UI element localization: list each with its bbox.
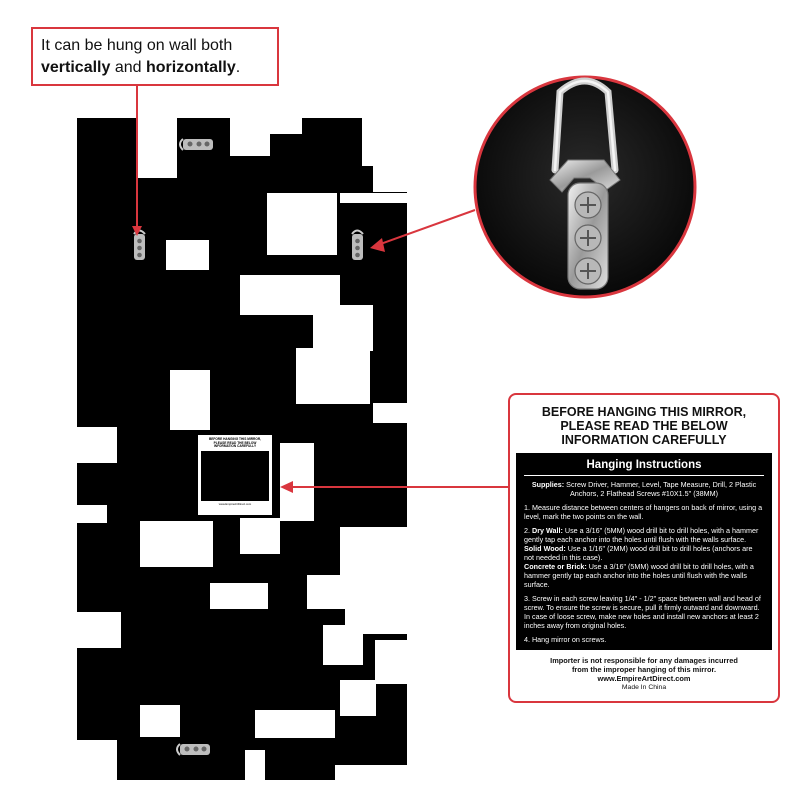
hanger-bottom-horizontal bbox=[177, 744, 210, 755]
step-3: 3. Screw in each screw leaving 1/4" - 1/2" space between wall and head of screw. To ensure the screw is secure, pull it firmly outward and downward. In case of loose screw, make new holes and install new anchors at least 2 inches away from original holes. bbox=[524, 594, 761, 630]
step-2 bbox=[524, 526, 764, 589]
card-title bbox=[510, 395, 778, 453]
footer-website: www.EmpireArtDirect.com bbox=[597, 674, 691, 683]
callout-line1: It can be hung on wall both bbox=[41, 37, 233, 54]
solid-wood-label: Solid Wood: bbox=[524, 544, 566, 553]
callout-bold-horizontally: horizontally bbox=[145, 59, 236, 76]
hanging-instructions-heading: Hanging Instructions bbox=[524, 457, 764, 476]
callout-period: . bbox=[235, 59, 241, 76]
solid-wood-text: Use a 1/16" (2MM) wood drill bit to drill holes (anchors are not needed in this case). bbox=[524, 544, 753, 562]
hanger-right-vertical bbox=[352, 231, 363, 261]
hanger-zoom-circle bbox=[475, 77, 695, 297]
mini-title-3: INFORMATION CAREFULLY bbox=[213, 444, 257, 449]
mini-title-2: PLEASE READ THE BELOW bbox=[213, 440, 257, 445]
card-title-line1: BEFORE HANGING THIS MIRROR, bbox=[541, 405, 747, 419]
callout-and: and bbox=[110, 59, 146, 76]
concrete-text: Use a 3/16" (5MM) wood drill bit to drill holes, with a hammer gently tap each anchor into the holes until flush with the walls surface. bbox=[524, 562, 754, 589]
supplies-value: Screw Driver, Hammer, Level, Tape Measure, Drill, 2 Plastic Anchors, 2 Flathead Screws #10X1.5" (38MM) bbox=[564, 480, 757, 498]
card-instructions-block bbox=[516, 453, 772, 650]
card-title-line2: PLEASE READ THE BELOW bbox=[560, 419, 728, 433]
step-4: 4. Hang mirror on screws. bbox=[524, 635, 607, 644]
callout-bold-vertically: vertically bbox=[41, 59, 111, 76]
dry-wall-text: Use a 3/16" (5MM) wood drill bit to drill holes, with a hammer gently tap each anchor into the holes until flush with the walls surface. bbox=[524, 526, 759, 544]
hanger-left-vertical bbox=[134, 231, 145, 261]
hanger-top-horizontal bbox=[180, 139, 213, 150]
mini-black-block bbox=[201, 451, 269, 501]
callout-line2 bbox=[41, 57, 269, 79]
mini-title-1: BEFORE HANGING THIS MIRROR, bbox=[208, 437, 262, 441]
card-footer bbox=[510, 650, 778, 692]
supplies-label: Supplies: bbox=[531, 480, 565, 489]
step-2-prefix: 2. bbox=[524, 526, 532, 535]
made-in-china: Made In China bbox=[621, 684, 667, 691]
footer-line1: Importer is not responsible for any damages incurred bbox=[550, 656, 738, 665]
step-1: 1. Measure distance between centers of hangers on back of mirror, using a level, mark the two points on the wall. bbox=[524, 503, 763, 521]
concrete-label: Concrete or Brick: bbox=[524, 562, 587, 571]
instruction-card bbox=[508, 393, 780, 703]
mini-footer: www.EmpireArtDirect.com bbox=[218, 501, 252, 506]
footer-line2: from the improper hanging of this mirror. bbox=[571, 665, 717, 674]
instruction-label-on-panel bbox=[198, 435, 272, 515]
supplies-text bbox=[524, 480, 764, 498]
card-title-line3: INFORMATION CAREFULLY bbox=[561, 433, 727, 447]
dry-wall-label: Dry Wall: bbox=[532, 526, 563, 535]
orientation-callout bbox=[31, 27, 279, 86]
